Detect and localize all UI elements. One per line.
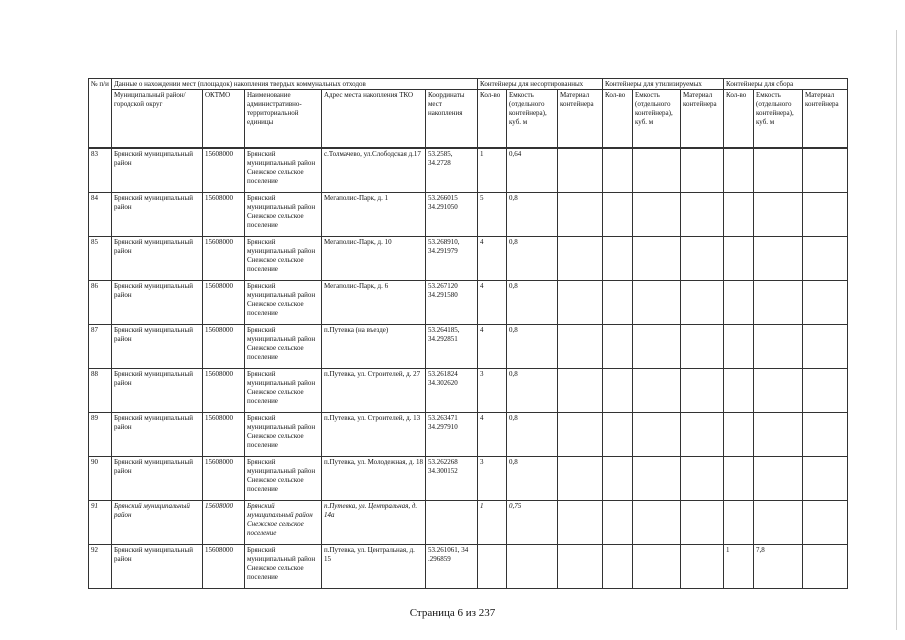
unsorted-count-cell — [478, 545, 507, 589]
coords-cell: 53.264185, 34.292851 — [426, 325, 478, 369]
recycle-material-cell — [681, 413, 724, 457]
recycle-capacity-cell — [633, 149, 681, 193]
table-row — [89, 501, 848, 545]
collect-material-cell — [803, 193, 848, 237]
header-coords: Координаты мест накопления — [426, 90, 478, 148]
header-group-main: Данные о нахождении мест (площадок) накопления твердых коммунальных отходов — [112, 79, 478, 90]
unit-cell: Брянский муниципальный район Снежское сельское поселение — [245, 325, 322, 369]
collect-capacity-cell — [754, 457, 803, 501]
unsorted-capacity-cell: 0,8 — [507, 237, 558, 281]
address-cell: п.Путевка, ул. Центральная, д. 15 — [322, 545, 426, 589]
unsorted-material-cell — [558, 193, 603, 237]
header-group-unsorted: Контейнеры для несортированных — [478, 79, 603, 90]
table-row — [89, 281, 848, 325]
unsorted-count-cell: 5 — [478, 193, 507, 237]
coords-cell: 53.2585, 34.2728 — [426, 149, 478, 193]
table-row — [89, 413, 848, 457]
collect-capacity-cell — [754, 325, 803, 369]
unsorted-count-cell: 4 — [478, 237, 507, 281]
coords-cell: 53.266015 34.291050 — [426, 193, 478, 237]
recycle-capacity-cell — [633, 457, 681, 501]
unit-cell: Брянский муниципальный район Снежское сельское поселение — [245, 545, 322, 589]
unsorted-capacity-cell — [507, 545, 558, 589]
district-cell: Брянский муниципальный район — [112, 325, 203, 369]
header-row-columns — [89, 90, 848, 148]
recycle-material-cell — [681, 369, 724, 413]
district-cell: Брянский муниципальный район — [112, 281, 203, 325]
unsorted-count-cell: 4 — [478, 325, 507, 369]
table-row — [89, 193, 848, 237]
unsorted-material-cell — [558, 149, 603, 193]
unsorted-capacity-cell: 0,75 — [507, 501, 558, 545]
row-number: 87 — [89, 325, 112, 369]
unsorted-capacity-cell: 0,64 — [507, 149, 558, 193]
oktmo-cell: 15608000 — [203, 325, 245, 369]
unsorted-capacity-cell: 0,8 — [507, 457, 558, 501]
unsorted-capacity-cell: 0,8 — [507, 193, 558, 237]
unsorted-count-cell: 4 — [478, 413, 507, 457]
table-row — [89, 237, 848, 281]
unit-cell: Брянский муниципальный район Снежское сельское поселение — [245, 281, 322, 325]
unit-cell: Брянский муниципальный район Снежское сельское поселение — [245, 237, 322, 281]
oktmo-cell: 15608000 — [203, 501, 245, 545]
recycle-material-cell — [681, 237, 724, 281]
recycle-count-cell — [603, 281, 633, 325]
collect-material-cell — [803, 545, 848, 589]
collect-count-cell — [724, 325, 754, 369]
district-cell: Брянский муниципальный район — [112, 369, 203, 413]
oktmo-cell: 15608000 — [203, 545, 245, 589]
recycle-material-cell — [681, 545, 724, 589]
address-cell: п.Путевка, ул. Центральная, д. 14а — [322, 501, 426, 545]
unsorted-count-cell: 3 — [478, 457, 507, 501]
address-cell: Мегаполис-Парк, д. 6 — [322, 281, 426, 325]
collect-count-cell — [724, 369, 754, 413]
recycle-capacity-cell — [633, 237, 681, 281]
oktmo-cell: 15608000 — [203, 237, 245, 281]
header-group-collect: Контейнеры для сбора — [724, 79, 848, 90]
recycle-count-cell — [603, 501, 633, 545]
collect-count-cell: 1 — [724, 545, 754, 589]
district-cell: Брянский муниципальный район — [112, 413, 203, 457]
collect-count-cell — [724, 281, 754, 325]
coords-cell — [426, 501, 478, 545]
collect-capacity-cell — [754, 237, 803, 281]
recycle-count-cell — [603, 545, 633, 589]
recycle-count-cell — [603, 325, 633, 369]
recycle-count-cell — [603, 193, 633, 237]
unsorted-capacity-cell: 0,8 — [507, 325, 558, 369]
unsorted-material-cell — [558, 457, 603, 501]
recycle-capacity-cell — [633, 325, 681, 369]
page-number: Страница 6 из 237 — [409, 607, 496, 619]
header-unsorted-count: Кол-во — [478, 90, 507, 148]
oktmo-cell: 15608000 — [203, 413, 245, 457]
unit-cell: Брянский муниципальный район Снежское сельское поселение — [245, 149, 322, 193]
collect-count-cell — [724, 237, 754, 281]
collect-count-cell — [724, 413, 754, 457]
row-number: 91 — [89, 501, 112, 545]
page-edge-line — [896, 30, 897, 630]
collect-material-cell — [803, 237, 848, 281]
row-number: 85 — [89, 237, 112, 281]
header-recycle-material: Материал контейнера — [681, 90, 724, 148]
row-number: 90 — [89, 457, 112, 501]
recycle-count-cell — [603, 413, 633, 457]
unsorted-material-cell — [558, 325, 603, 369]
table-row — [89, 149, 848, 193]
coords-cell: 53.261061, 34 .296859 — [426, 545, 478, 589]
recycle-capacity-cell — [633, 501, 681, 545]
unit-cell: Брянский муниципальный район Снежское сельское поселение — [245, 413, 322, 457]
recycle-count-cell — [603, 237, 633, 281]
address-cell: п.Путевка, ул. Строителей, д. 13 — [322, 413, 426, 457]
unsorted-capacity-cell: 0,8 — [507, 281, 558, 325]
address-cell: Мегаполис-Парк, д. 10 — [322, 237, 426, 281]
header-unsorted-capacity: Емкость (отдельного контейнера), куб. м — [507, 90, 558, 148]
recycle-capacity-cell — [633, 369, 681, 413]
unsorted-material-cell — [558, 369, 603, 413]
collect-capacity-cell: 7,8 — [754, 545, 803, 589]
collect-capacity-cell — [754, 501, 803, 545]
recycle-material-cell — [681, 149, 724, 193]
recycle-capacity-cell — [633, 545, 681, 589]
coords-cell: 53.263471 34.297910 — [426, 413, 478, 457]
header-collect-capacity: Емкость (отдельного контейнера), куб. м — [754, 90, 803, 148]
table-body — [89, 149, 848, 589]
recycle-capacity-cell — [633, 281, 681, 325]
recycle-material-cell — [681, 281, 724, 325]
header-unsorted-material: Материал контейнера — [558, 90, 603, 148]
oktmo-cell: 15608000 — [203, 193, 245, 237]
district-cell: Брянский муниципальный район — [112, 545, 203, 589]
unsorted-count-cell: 4 — [478, 281, 507, 325]
unsorted-capacity-cell: 0,8 — [507, 369, 558, 413]
address-cell: п.Путевка (на въезде) — [322, 325, 426, 369]
collect-material-cell — [803, 369, 848, 413]
table-row — [89, 457, 848, 501]
unit-cell: Брянский муниципальный район Снежское сельское поселение — [245, 457, 322, 501]
header-group-recycle: Контейнеры для утилизируемых — [603, 79, 724, 90]
header-district: Муниципальный район/городской округ — [112, 90, 203, 148]
collect-count-cell — [724, 193, 754, 237]
district-cell: Брянский муниципальный район — [112, 193, 203, 237]
collect-material-cell — [803, 281, 848, 325]
collect-capacity-cell — [754, 193, 803, 237]
unsorted-material-cell — [558, 545, 603, 589]
header-row-groups — [89, 79, 848, 90]
oktmo-cell: 15608000 — [203, 281, 245, 325]
address-cell: с.Толмачево, ул.Слободская д.17 — [322, 149, 426, 193]
address-cell: Мегаполис-Парк, д. 1 — [322, 193, 426, 237]
collect-material-cell — [803, 457, 848, 501]
unit-cell: Брянский муниципальный район Снежское сельское поселение — [245, 501, 322, 545]
row-number: 86 — [89, 281, 112, 325]
district-cell: Брянский муниципальный район — [112, 501, 203, 545]
row-number: 89 — [89, 413, 112, 457]
recycle-material-cell — [681, 325, 724, 369]
collect-capacity-cell — [754, 149, 803, 193]
header-recycle-count: Кол-во — [603, 90, 633, 148]
unsorted-material-cell — [558, 281, 603, 325]
collect-count-cell — [724, 457, 754, 501]
unit-cell: Брянский муниципальный район Снежское сельское поселение — [245, 193, 322, 237]
unsorted-count-cell: 1 — [478, 149, 507, 193]
unit-cell: Брянский муниципальный район Снежское сельское поселение — [245, 369, 322, 413]
recycle-capacity-cell — [633, 193, 681, 237]
coords-cell: 53.262268 34.300152 — [426, 457, 478, 501]
collect-material-cell — [803, 325, 848, 369]
collect-material-cell — [803, 501, 848, 545]
recycle-count-cell — [603, 457, 633, 501]
district-cell: Брянский муниципальный район — [112, 149, 203, 193]
district-cell: Брянский муниципальный район — [112, 237, 203, 281]
recycle-count-cell — [603, 369, 633, 413]
row-number: 88 — [89, 369, 112, 413]
address-cell: п.Путевка, ул. Молодежная, д. 18 — [322, 457, 426, 501]
header-unit: Наименование административно-территориальной единицы — [245, 90, 322, 148]
header-collect-material: Материал контейнера — [803, 90, 848, 148]
row-number: 84 — [89, 193, 112, 237]
address-cell: п.Путевка, ул. Строителей, д. 27 — [322, 369, 426, 413]
coords-cell: 53.268910, 34.291979 — [426, 237, 478, 281]
coords-cell: 53.261824 34.302620 — [426, 369, 478, 413]
oktmo-cell: 15608000 — [203, 369, 245, 413]
recycle-capacity-cell — [633, 413, 681, 457]
unsorted-count-cell: 1 — [478, 501, 507, 545]
row-number: 83 — [89, 149, 112, 193]
table-row — [89, 545, 848, 589]
recycle-material-cell — [681, 501, 724, 545]
header-collect-count: Кол-во — [724, 90, 754, 148]
unsorted-material-cell — [558, 237, 603, 281]
unsorted-count-cell: 3 — [478, 369, 507, 413]
collect-capacity-cell — [754, 369, 803, 413]
unsorted-material-cell — [558, 413, 603, 457]
unsorted-capacity-cell: 0,8 — [507, 413, 558, 457]
header-address: Адрес места накопления ТКО — [322, 90, 426, 148]
oktmo-cell: 15608000 — [203, 457, 245, 501]
oktmo-cell: 15608000 — [203, 149, 245, 193]
collect-count-cell — [724, 149, 754, 193]
row-number: 92 — [89, 545, 112, 589]
header-num: № п/и — [89, 79, 112, 148]
table-row — [89, 325, 848, 369]
table-row — [89, 369, 848, 413]
collect-material-cell — [803, 149, 848, 193]
recycle-count-cell — [603, 149, 633, 193]
recycle-material-cell — [681, 193, 724, 237]
collect-material-cell — [803, 413, 848, 457]
waste-sites-table — [88, 78, 848, 589]
header-recycle-capacity: Емкость (отдельного контейнера), куб. м — [633, 90, 681, 148]
collect-count-cell — [724, 501, 754, 545]
unsorted-material-cell — [558, 501, 603, 545]
district-cell: Брянский муниципальный район — [112, 457, 203, 501]
collect-capacity-cell — [754, 281, 803, 325]
coords-cell: 53.267120 34.291580 — [426, 281, 478, 325]
header-oktmo: ОКТМО — [203, 90, 245, 148]
collect-capacity-cell — [754, 413, 803, 457]
recycle-material-cell — [681, 457, 724, 501]
